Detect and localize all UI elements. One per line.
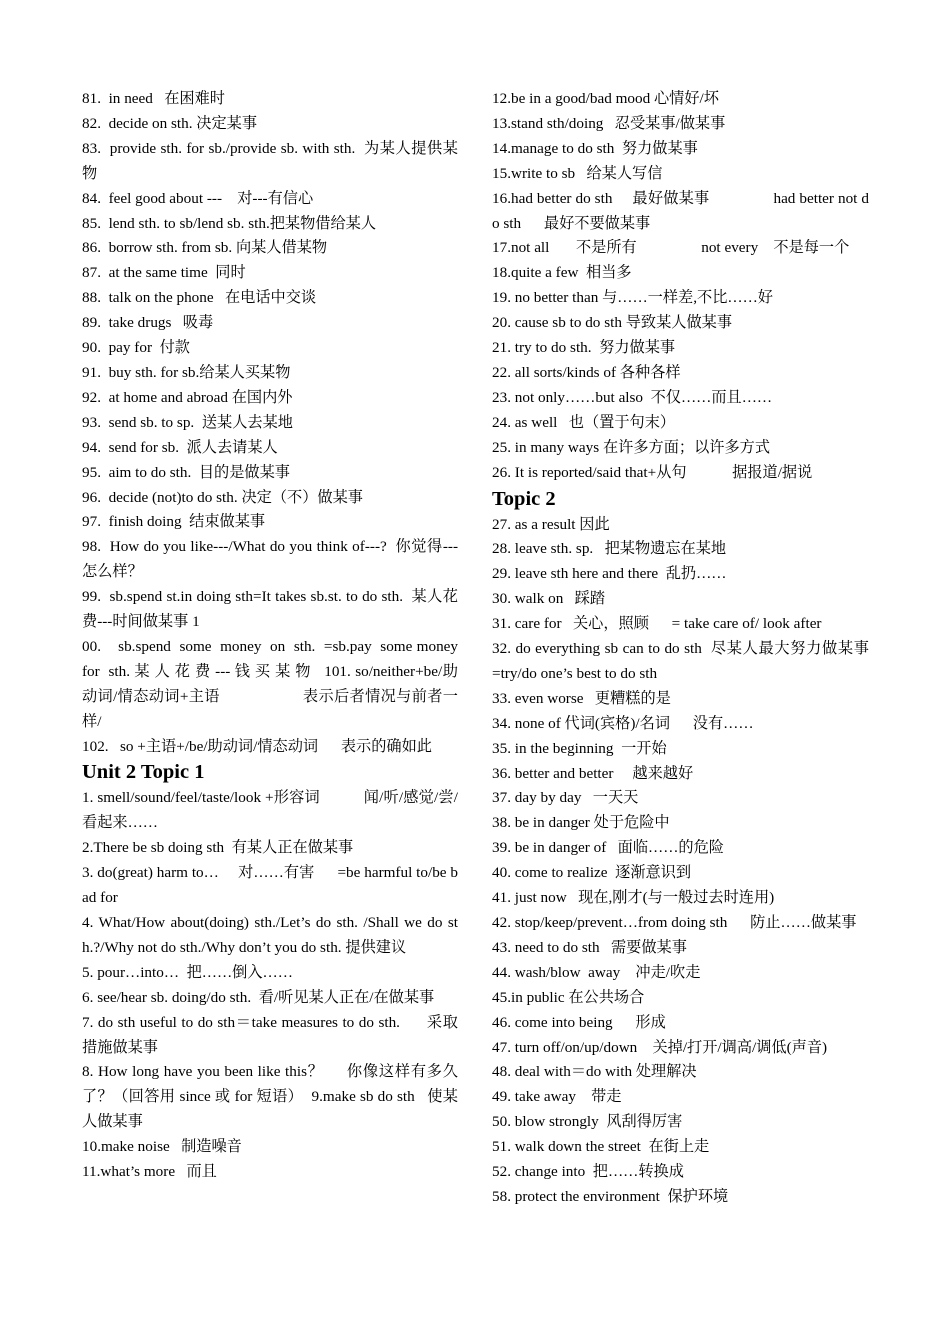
phrase-entry: 40. come to realize 逐渐意识到 [492, 864, 692, 882]
phrase-entry: 1. smell/sound/feel/taste/look +形容词 闻/听/感觉/尝/看起来…… [82, 789, 458, 832]
left-column [82, 87, 466, 1185]
phrase-entry: 95. aim to do sth. 目的是做某事 [82, 463, 290, 481]
phrase-entry: 94. send for sb. 派人去请某人 [82, 438, 278, 456]
phrase-entry: 3. do(great) harm to… 对……有害 =be harmful to/be bad for [82, 864, 458, 907]
phrase-entry: 92. at home and abroad 在国内外 [82, 388, 293, 406]
phrase-entry: 89. take drugs 吸毒 [82, 314, 214, 332]
phrase-entry: 93. send sb. to sp. 送某人去某地 [82, 413, 293, 431]
phrase-entry: 6. see/hear sb. doing/do sth. 看/听见某人正在/在做某事 [82, 988, 435, 1006]
phrase-entry: 98. How do you like---/What do you think of---? 你觉得---怎么样？ [82, 538, 458, 581]
phrase-entry: 11.what’s more 而且 [82, 1163, 217, 1181]
section-heading: Topic 2 [492, 487, 556, 510]
phrase-entry: 17.not all 不是所有 not every 不是每一个 [492, 239, 850, 257]
phrase-entry: 96. decide (not)to do sth. 决定（不）做某事 [82, 488, 363, 506]
phrase-entry: 16.had better do sth 最好做某事 had better not do sth 最好不要做某事 [492, 189, 869, 232]
phrase-entry: 82. decide on sth. 决定某事 [82, 114, 258, 132]
phrase-entry: 15.write to sb 给某人写信 [492, 164, 663, 182]
section-heading: Unit 2 Topic 1 [82, 761, 205, 784]
phrase-entry: 20. cause sb to do sth 导致某人做某事 [492, 314, 733, 332]
phrase-entry: 8. How long have you been like this？ 你像这样有多久了？（回答用 since 或 for 短语） 9.make sb do sth 使某人做某事 [82, 1063, 458, 1131]
phrase-entry: 25. in many ways 在许多方面；以许多方式 [492, 438, 771, 456]
phrase-entry: 99. sb.spend st.in doing sth=It takes sb.st. to do sth. 某人花费---时间做某事 1 [82, 588, 458, 631]
phrase-entry: 38. be in danger 处于危险中 [492, 814, 670, 832]
phrase-entry: 47. turn off/on/up/down 关掉/打开/调高/调低(声音) [492, 1038, 828, 1056]
phrase-entry: 32. do everything sb can to do sth 尽某人最大努力做某事 =try/do one’s best to do sth [492, 640, 904, 682]
phrase-entry: 28. leave sth. sp. 把某物遗忘在某地 [492, 540, 727, 558]
phrase-entry: 49. take away 带走 [492, 1088, 622, 1106]
phrase-entry: 85. lend sth. to sb/lend sb. sth.把某物借给某人 [82, 214, 377, 232]
phrase-entry: 30. walk on 踩踏 [492, 590, 606, 608]
phrase-entry: 41. just now 现在,刚才(与一般过去时连用) [492, 889, 775, 907]
phrase-entry: 42. stop/keep/prevent…from doing sth 防止……做某事 [492, 914, 857, 931]
phrase-entry: 12.be in a good/bad mood 心情好/坏 [492, 90, 719, 107]
phrase-entry: 34. none of 代词(宾格)/名词 没有…… [492, 714, 754, 732]
phrase-entry: 13.stand sth/doing 忍受某事/做某事 [492, 114, 726, 132]
phrase-entry: 27. as a result 因此 [492, 515, 610, 533]
phrase-entry: 37. day by day 一天天 [492, 789, 639, 807]
phrase-entry: 26. It is reported/said that+从句 据报道/据说 [492, 463, 813, 481]
phrase-entry: 52. change into 把……转换成 [492, 1163, 684, 1181]
phrase-entry: 51. walk down the street 在街上走 [492, 1138, 710, 1156]
phrase-entry: 48. deal with＝do with 处理解决 [492, 1063, 697, 1081]
phrase-entry: 44. wash/blow away 冲走/吹走 [492, 963, 701, 981]
phrase-entry: 23. not only……but also 不仅……而且…… [492, 388, 773, 406]
phrase-entry: 00. sb.spend some money on sth. =sb.pay some money for sth. 某 人 花 费 --- 钱 买 某 物 101. so/neither+be/助动词/情态动词+主语 表示后者情况与前者一样/ [82, 637, 466, 730]
phrase-entry: 43. need to do sth 需要做某事 [492, 938, 687, 956]
phrase-entry: 4. What/How about(doing) sth./Let’s do sth. /Shall we do sth.?/Why not do sth./Why don’t you do sth. 提供建议 [82, 914, 458, 956]
phrase-entry: 58. protect the environment 保护环境 [492, 1187, 729, 1205]
phrase-entry: 102. so +主语+/be/助动词/情态动词 表示的确如此 [82, 737, 432, 755]
right-column [492, 87, 904, 1210]
phrase-entry: 46. come into being 形成 [492, 1013, 666, 1031]
phrase-entry: 87. at the same time 同时 [82, 264, 246, 282]
phrase-entry: 19. no better than 与……一样差,不比……好 [492, 289, 773, 307]
phrase-entry: 10.make noise 制造噪音 [82, 1138, 242, 1156]
phrase-entry: 29. leave sth here and there 乱扔…… [492, 565, 727, 583]
phrase-entry: 33. even worse 更糟糕的是 [492, 689, 671, 707]
phrase-entry: 88. talk on the phone 在电话中交谈 [82, 289, 317, 307]
phrase-entry: 83. provide sth. for sb./provide sb. with sth. 为某人提供某物 [82, 139, 458, 182]
phrase-entry: 97. finish doing 结束做某事 [82, 513, 266, 531]
phrase-entry: 91. buy sth. for sb.给某人买某物 [82, 363, 291, 381]
phrase-entry: 50. blow strongly 风刮得厉害 [492, 1113, 683, 1131]
phrase-entry: 84. feel good about --- 对---有信心 [82, 189, 314, 207]
phrase-entry: 22. all sorts/kinds of 各种各样 [492, 363, 681, 381]
phrase-entry: 39. be in danger of 面临……的危险 [492, 839, 724, 857]
phrase-entry: 81. in need 在困难时 [82, 90, 225, 107]
phrase-entry: 18.quite a few 相当多 [492, 264, 632, 282]
phrase-entry: 7. do sth useful to do sth＝take measures to do sth. 采取措施做某事 [82, 1013, 458, 1056]
phrase-entry: 31. care for 关心，照顾 = take care of/ look after [492, 615, 822, 633]
phrase-entry: 35. in the beginning 一开始 [492, 739, 667, 757]
phrase-entry: 2.There be sb doing sth 有某人正在做某事 [82, 839, 354, 857]
phrase-entry: 45.in public 在公共场合 [492, 988, 645, 1006]
phrase-entry: 14.manage to do sth 努力做某事 [492, 139, 698, 157]
phrase-entry: 21. try to do sth. 努力做某事 [492, 339, 676, 357]
phrase-entry: 86. borrow sth. from sb. 向某人借某物 [82, 239, 328, 257]
phrase-entry: 24. as well 也（置于句末） [492, 413, 676, 431]
phrase-entry: 36. better and better 越来越好 [492, 764, 694, 782]
phrase-entry: 90. pay for 付款 [82, 339, 190, 357]
phrase-entry: 5. pour…into… 把……倒入…… [82, 963, 293, 981]
